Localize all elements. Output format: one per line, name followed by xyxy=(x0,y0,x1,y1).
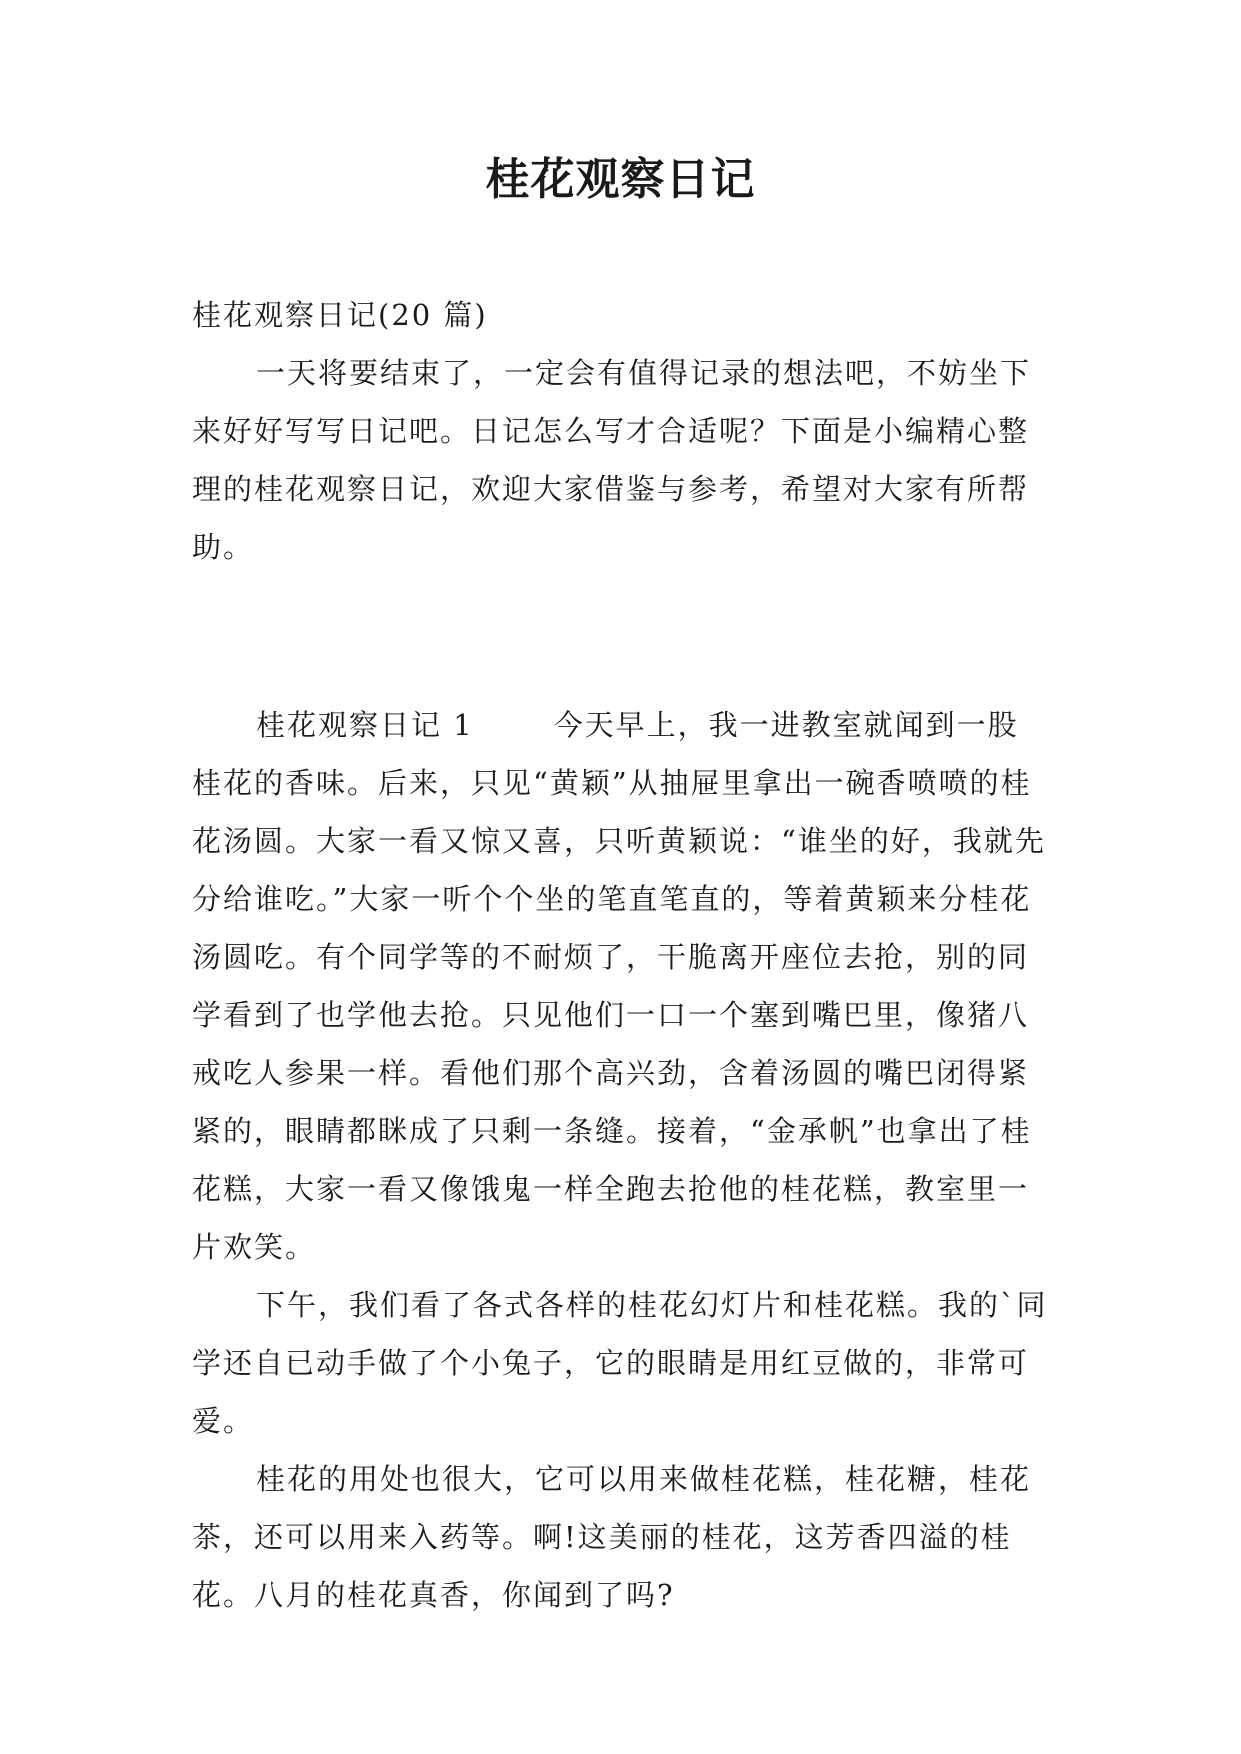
document-title: 桂花观察日记 xyxy=(485,154,756,205)
entry-heading: 桂花观察日记 1 xyxy=(256,708,474,742)
entry-1-paragraph xyxy=(192,696,1049,1276)
paragraph-2: 下午，我们看了各式各样的桂花幻灯片和桂花糕。我的`同学还自已动手做了个小兔子，它的眼睛是用红豆做的，非常可爱。 xyxy=(192,1288,1048,1438)
document-body xyxy=(192,286,1049,1624)
section-spacer xyxy=(192,576,1049,696)
paragraph-3: 桂花的用处也很大，它可以用来做桂花糕，桂花糖，桂花茶，还可以用来入药等。啊!这美丽的桂花，这芳香四溢的桂花。八月的桂花真香，你闻到了吗? xyxy=(192,1462,1032,1612)
document-subtitle: 桂花观察日记(20 篇) xyxy=(192,298,488,332)
intro-paragraph: 一天将要结束了，一定会有值得记录的想法吧，不妨坐下来好好写写日记吧。日记怎么写才合适呢？下面是小编精心整理的桂花观察日记，欢迎大家借鉴与参考，希望对大家有所帮助。 xyxy=(192,356,1032,564)
entry-1-text: 今天早上，我一进教室就闻到一股桂花的香味。后来，只见“黄颖”从抽屉里拿出一碗香喷喷的桂花汤圆。大家一看又惊又喜，只听黄颖说：“谁坐的好，我就先分给谁吃。”大家一听个个坐的笔直笔直的，等着黄颖来分桂花汤圆吃。有个同学等的不耐烦了，干脆离开座位去抢，别的同学看到了也学他去抢。只见他们一口一个塞到嘴巴里，像猪八戒吃人参果一样。看他们那个高兴劲，含着汤圆的嘴巴闭得紧紧的，眼睛都眯成了只剩一条缝。接着，“金承帆”也拿出了桂花糕，大家一看又像饿鬼一样全跑去抢他的桂花糕，教室里一片欢笑。 xyxy=(192,708,1046,1264)
